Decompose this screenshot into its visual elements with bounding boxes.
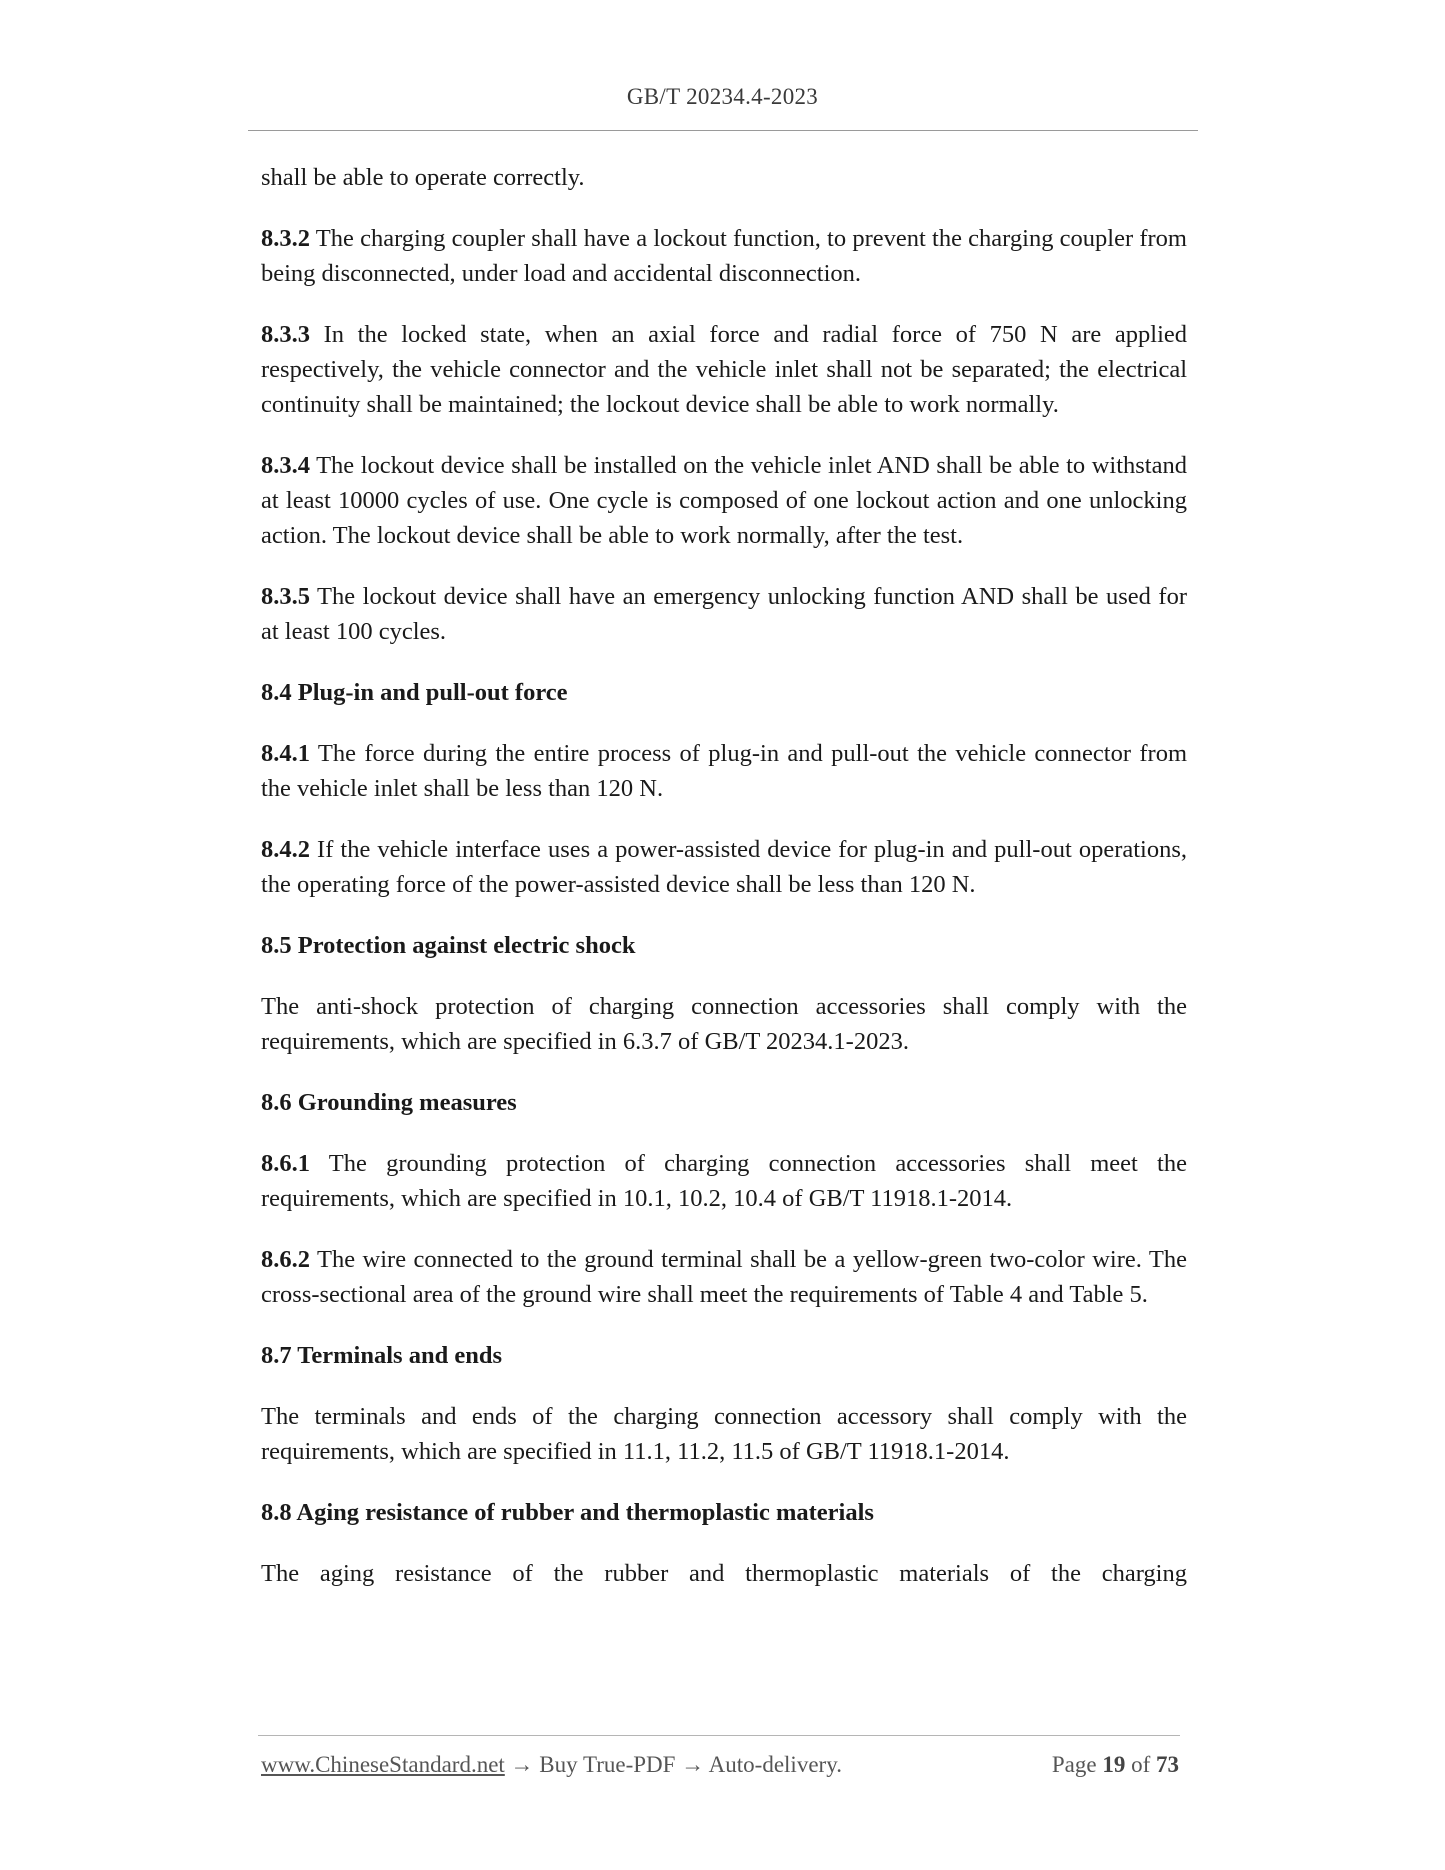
clause-text: In the locked state, when an axial force and radial force of 750 N are applied respectively, the vehicle connector and the vehicle inlet shall not be separated; the electrical continuity shall be maintained; the lockout device shall be able to work normally. <box>261 321 1187 418</box>
page-indicator <box>1052 1752 1179 1778</box>
page-label: Page <box>1051 1752 1103 1777</box>
website-link[interactable]: www.ChineseStandard.net <box>261 1752 505 1777</box>
paragraph-continuation <box>261 160 1187 195</box>
section-heading-8-7: 8.7 Terminals and ends <box>261 1342 502 1369</box>
clause-number: 8.3.3 <box>261 321 310 348</box>
footer-divider <box>258 1735 1180 1736</box>
total-page-number: 73 <box>1156 1752 1179 1777</box>
clause-8-4-1 <box>261 736 1187 806</box>
clause-8-6-2 <box>261 1242 1187 1312</box>
buy-pdf-text: Buy True-PDF <box>539 1752 676 1777</box>
paragraph-text: shall be able to operate correctly. <box>261 164 585 191</box>
clause-number: 8.4.2 <box>261 836 310 863</box>
paragraph-text: The aging resistance of the rubber and thermoplastic materials of the charging <box>261 1560 1187 1587</box>
paragraph-8-7 <box>261 1399 1187 1469</box>
paragraph-text: The terminals and ends of the charging connection accessory shall comply with the requirements, which are specified in 11.1, 11.2, 11.5 of GB/T 11918.1-2014. <box>261 1403 1187 1465</box>
clause-number: 8.6.1 <box>261 1150 310 1177</box>
clause-8-6-1 <box>261 1146 1187 1216</box>
section-heading-8-6: 8.6 Grounding measures <box>261 1089 517 1116</box>
of-label: of <box>1125 1752 1156 1777</box>
header-divider <box>248 130 1198 131</box>
clause-8-4-2 <box>261 832 1187 902</box>
clause-text: The wire connected to the ground terminal shall be a yellow-green two-color wire. The cross-sectional area of the ground wire shall meet the requirements of Table 4 and Table 5. <box>261 1246 1187 1308</box>
document-body <box>261 160 1187 1617</box>
clause-8-3-4 <box>261 448 1187 553</box>
arrow-right-icon: → <box>504 1752 540 1777</box>
clause-text: The grounding protection of charging connection accessories shall meet the requirements, which are specified in 10.1, 10.2, 10.4 of GB/T 11918.1-2014. <box>261 1150 1187 1212</box>
clause-text: The lockout device shall have an emergency unlocking function AND shall be used for at least 100 cycles. <box>261 583 1187 645</box>
clause-text: The force during the entire process of plug-in and pull-out the vehicle connector from the vehicle inlet shall be less than 120 N. <box>261 740 1187 802</box>
clause-8-3-5 <box>261 579 1187 649</box>
page-footer <box>261 1752 1179 1786</box>
paragraph-8-5 <box>261 989 1187 1059</box>
arrow-right-icon: → <box>675 1752 709 1777</box>
clause-text: The charging coupler shall have a lockout function, to prevent the charging coupler from being disconnected, under load and accidental disconnection. <box>261 225 1187 287</box>
clause-text: The lockout device shall be installed on the vehicle inlet AND shall be able to withstand at least 10000 cycles of use. One cycle is composed of one lockout action and one unlocking action. The lockout device shall be able to work normally, after the test. <box>261 452 1187 549</box>
clause-8-3-3 <box>261 317 1187 422</box>
section-heading-8-4: 8.4 Plug-in and pull-out force <box>261 679 568 706</box>
paragraph-8-8 <box>261 1556 1187 1591</box>
paragraph-text: The anti-shock protection of charging connection accessories shall comply with the requirements, which are specified in 6.3.7 of GB/T 20234.1-2023. <box>261 993 1187 1055</box>
clause-number: 8.3.2 <box>261 225 310 252</box>
document-header-title: GB/T 20234.4-2023 <box>626 84 819 109</box>
clause-text: If the vehicle interface uses a power-assisted device for plug-in and pull-out operations, the operating force of the power-assisted device shall be less than 120 N. <box>261 836 1187 898</box>
current-page-number: 19 <box>1102 1752 1126 1777</box>
section-heading-8-5: 8.5 Protection against electric shock <box>261 932 636 959</box>
clause-8-3-2 <box>261 221 1187 291</box>
footer-promo <box>261 1752 842 1778</box>
clause-number: 8.3.4 <box>261 452 310 479</box>
clause-number: 8.4.1 <box>261 740 310 767</box>
auto-delivery-text: Auto-delivery. <box>708 1752 842 1777</box>
clause-number: 8.3.5 <box>261 583 310 610</box>
clause-number: 8.6.2 <box>261 1246 310 1273</box>
section-heading-8-8: 8.8 Aging resistance of rubber and thermoplastic materials <box>261 1499 874 1526</box>
